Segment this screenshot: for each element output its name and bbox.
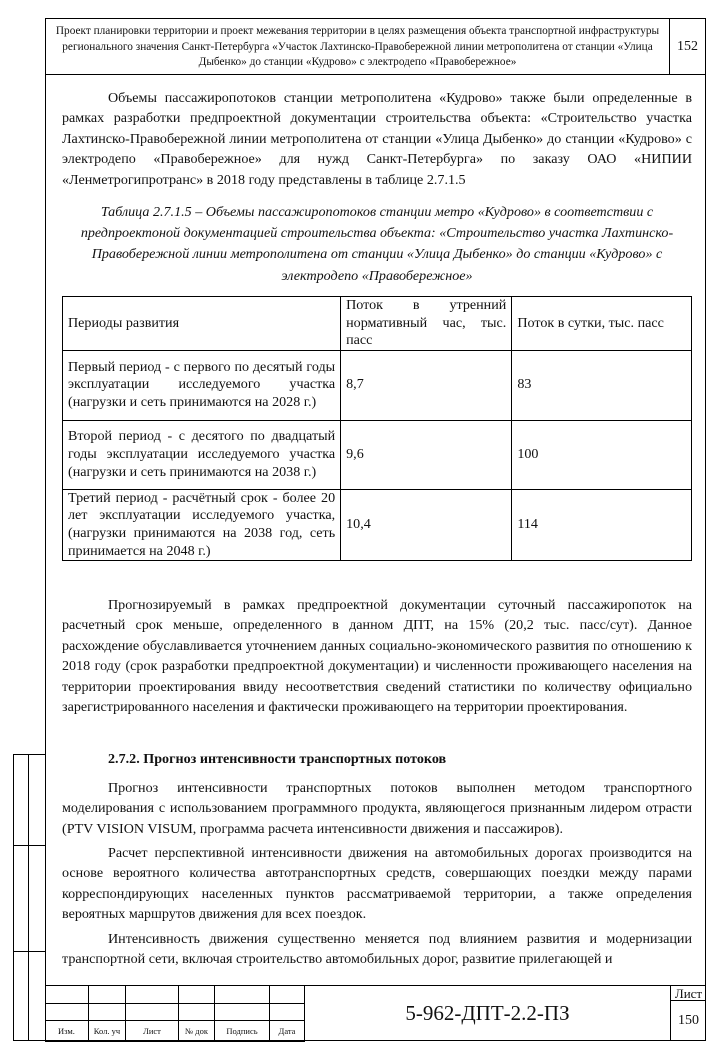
label-list: Лист: [126, 1021, 179, 1042]
revision-cell: [126, 986, 179, 1004]
label-izm: Изм.: [45, 1021, 89, 1042]
page-header: [45, 18, 706, 75]
revision-grid: [45, 986, 305, 1042]
stamp-divider: [29, 845, 45, 846]
table-row: [63, 489, 692, 560]
stamp-column: [28, 754, 46, 1041]
revision-cell: [179, 1004, 215, 1021]
document-code: 5-962-ДПТ-2.2-ПЗ: [305, 986, 671, 1041]
revision-cell: [215, 1004, 270, 1021]
revision-cell: [89, 1004, 126, 1021]
revision-cell: [270, 986, 305, 1004]
table-caption: Таблица 2.7.1.5 – Объемы пассажиропотоков станции метро «Кудрово» в соответствии с предпроектоной документацией строительства объекта: «Строительство участка Лахтинско-Правобережной линии метрополитена от станции «Улица Дыбенко» до станции «Кудрово» с электродепо «Правобережное»: [80, 204, 674, 284]
title-block: [45, 985, 706, 1041]
table-cell-period: Первый период - с первого по десятый годы эксплуатации исследуемого участка (нагрузки и сеть принимаются на 2028 г.): [63, 350, 341, 420]
sheet-number: 150: [678, 1013, 699, 1028]
revision-cell: [179, 986, 215, 1004]
table-cell-peak-hour: 8,7: [341, 350, 512, 420]
header-title: Проект планировки территории и проект межевания территории в целях размещения объекта транспортной инфраструктуры регионального значения Санкт-Петербурга «Участок Лахтинско-Правобережной линии метрополитена от станции «Улица Дыбенко» до станции «Кудрово» с электродепо «Правобережное»: [46, 19, 670, 74]
table-header-cell: Поток в утренний нормативный час, тыс. пасс: [341, 297, 512, 351]
stamp-divider: [14, 845, 28, 846]
table-cell-period: Третий период - расчётный срок - более 20 лет эксплуатации исследуемого участка, (нагрузки принимаются на 2038 год, сеть принимается на 2048 г.): [63, 489, 341, 560]
forecast-paragraph: Прогнозируемый в рамках предпроектной документации суточный пассажиропоток на расчетный срок меньше, определенного в данном ДПТ, на 15% (20,2 тыс. пасс/сут). Данное расхождение обуславливается уточнением данных социально-экономического развития по отношению к 2018 году (срок разработки предпроектной документации) и численности проживающего населения на территории проектирования ввиду несоответствия сведений статистики по количеству официально зарегистрированного населения и фактически проживающего на территории проектирования.: [62, 597, 692, 716]
method-paragraph: Прогноз интенсивности транспортных потоков выполнен методом транспортного моделирования с использованием программного продукта, являющегося признанным лидером отрасти (PTV VISION VISUM, программа расчета интенсивности движения и пассажиров).: [62, 780, 692, 837]
revision-cell: [45, 986, 89, 1004]
label-date: Дата: [270, 1021, 305, 1042]
table-cell-daily: 114: [512, 489, 692, 560]
section-heading: 2.7.2. Прогноз интенсивности транспортных потоков: [108, 751, 447, 767]
table-cell-daily: 100: [512, 420, 692, 489]
stamp-column: [13, 754, 29, 1041]
calc-paragraph: Расчет перспективной интенсивности движения на автомобильных дорогах производится на основе вероятного количества автотранспортных средств, совершающих поездки между парами корреспондирующих населенных пунктов рассматриваемой территории, а также определения вероятных маршрутов движения для всех поездок.: [62, 845, 692, 923]
stamp-divider: [14, 951, 28, 952]
table-cell-peak-hour: 9,6: [341, 420, 512, 489]
header-page-number: 152: [677, 38, 698, 54]
table-header-cell: Поток в сутки, тыс. пасс: [512, 297, 692, 351]
intensity-paragraph: Интенсивность движения существенно меняется под влиянием развития и модернизации транспортной сети, включая строительство автомобильных дорог, развитие прилегающей и: [62, 931, 692, 968]
revision-cell: [215, 986, 270, 1004]
revision-cell: [45, 1004, 89, 1021]
label-signature: Подпись: [215, 1021, 270, 1042]
table-header-row: [63, 297, 692, 351]
revision-cell: [270, 1004, 305, 1021]
left-margin-stamp: [13, 754, 45, 1041]
table-row: [63, 420, 692, 489]
label-doc-number: № док: [179, 1021, 215, 1042]
intro-paragraph: Объемы пассажиропотоков станции метрополитена «Кудрово» также были определенные в рамках разработки предпроектной документации строительства объекта: «Строительство участка Лахтинско-Правобережной линии метрополитена от станции «Улица Дыбенко» до станции «Кудрово» с электродепо «Правобережное» для нужд Санкт-Петербурга» по заказу ОАО «НИПИИ «Ленметрогипротранс» в 2018 году представлены в таблице 2.7.1.5: [62, 90, 692, 188]
stamp-divider: [29, 951, 45, 952]
table-cell-peak-hour: 10,4: [341, 489, 512, 560]
label-kol-uch: Кол. уч: [89, 1021, 126, 1042]
passenger-flow-table: [62, 296, 692, 561]
table-cell-period: Второй период - с десятого по двадцатый годы эксплуатации исследуемого участка (нагрузки и сеть принимаются на 2038 г.): [63, 420, 341, 489]
sheet-label: Лист: [671, 986, 706, 1001]
table-cell-daily: 83: [512, 350, 692, 420]
revision-cell: [126, 1004, 179, 1021]
table-row: [63, 350, 692, 420]
revision-cell: [89, 986, 126, 1004]
table-header-cell: Периоды развития: [63, 297, 341, 351]
